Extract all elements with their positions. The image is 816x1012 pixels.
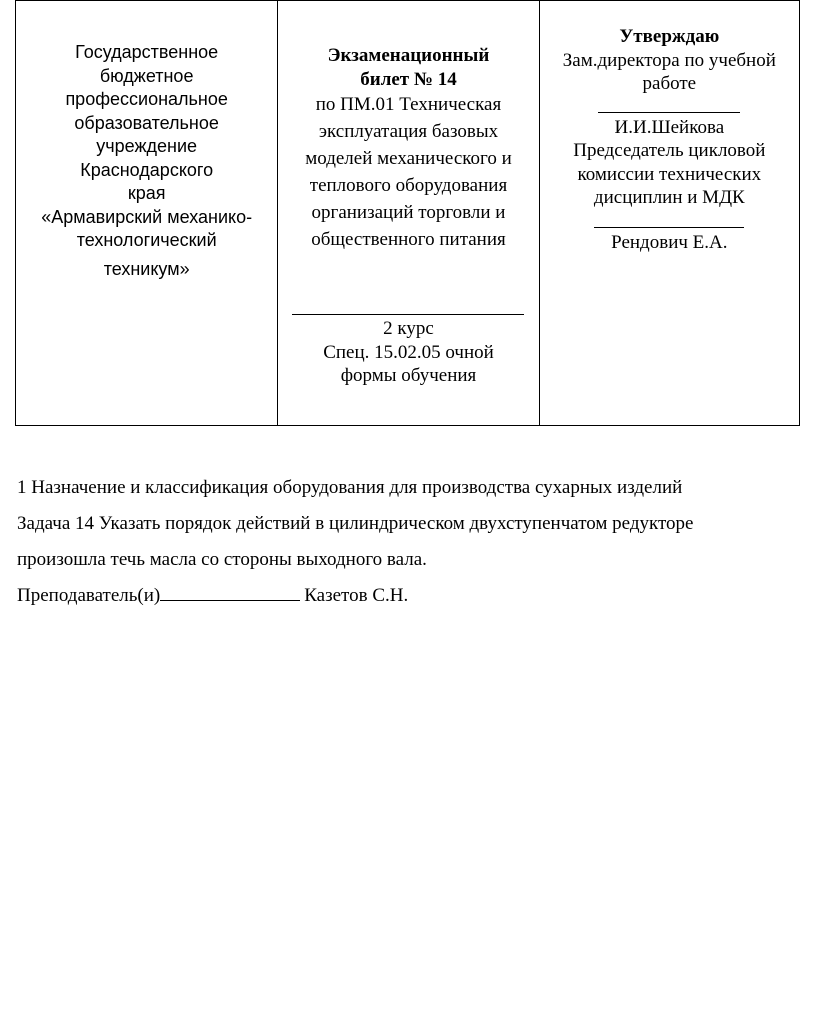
teacher-row (17, 578, 807, 614)
ticket-header-table (15, 0, 800, 426)
position-chair: дисциплин и МДК (593, 187, 745, 208)
subject-line: теплового оборудования (309, 175, 508, 196)
institution-cell (16, 1, 277, 425)
specialty-label: Спец. 15.02.05 очной (323, 341, 494, 363)
institution-line: техникум» (103, 258, 190, 279)
signer-deputy: И.И.Шейкова (614, 116, 725, 138)
divider-line (292, 313, 524, 315)
institution-line: Краснодарского (80, 159, 214, 180)
ticket-title: Экзаменационный (327, 45, 490, 66)
position-deputy-cont: работе (642, 73, 697, 94)
signature-line (160, 582, 300, 601)
position-chair: Председатель цикловой (573, 140, 766, 161)
teacher-label: Преподаватель(и) (17, 585, 161, 606)
course-label: 2 курс (383, 318, 434, 339)
study-form-label: формы обучения (340, 365, 477, 386)
institution-line: технологический (76, 230, 217, 250)
institution-line: «Армавирский механико- (41, 206, 253, 227)
ticket-number: билет № 14 (360, 68, 457, 90)
question-1: 1 Назначение и классификация оборудования для производства сухарных изделий (17, 477, 683, 498)
institution-line: края (127, 183, 166, 203)
teacher-name: Казетов С.Н. (304, 585, 409, 606)
subject-line: организаций торговли и (311, 202, 506, 223)
approve-heading: Утверждаю (619, 26, 720, 47)
position-deputy: Зам.директора по учебной (562, 49, 776, 71)
ticket-body (17, 470, 807, 614)
subject-line: моделей механического и (305, 148, 512, 169)
subject-line: по ПМ.01 Техническая (315, 94, 502, 115)
approval-cell (539, 1, 799, 425)
subject-line: эксплуатация базовых (318, 121, 499, 142)
signature-line (598, 111, 740, 113)
position-chair: комиссии технических (577, 163, 762, 185)
institution-line: профессиональное (65, 89, 228, 109)
institution-line: бюджетное (99, 65, 194, 86)
task-line: произошла течь масла со стороны выходного вала. (17, 549, 427, 570)
institution-line: Государственное (75, 42, 219, 62)
ticket-info-cell (277, 1, 538, 425)
subject-line: общественного питания (311, 229, 506, 250)
institution-line: учреждение (96, 136, 198, 156)
signer-chair: Рендович Е.А. (611, 231, 728, 253)
institution-line: образовательное (74, 112, 219, 133)
signature-line (594, 226, 744, 228)
task-line: Задача 14 Указать порядок действий в цилиндрическом двухступенчатом редукторе (17, 513, 694, 534)
